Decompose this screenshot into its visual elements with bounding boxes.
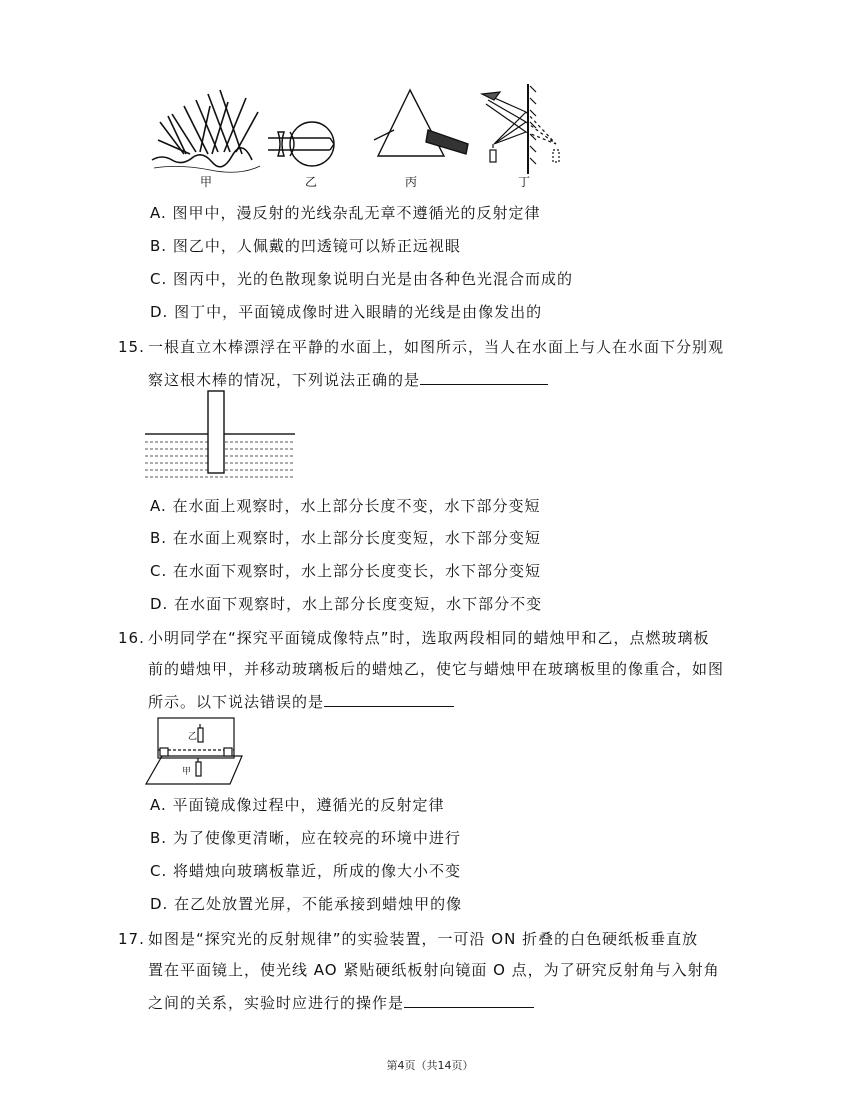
q14-option-a: A. 图甲中，漫反射的光线杂乱无章不遵循光的反射定律 bbox=[150, 204, 541, 222]
q15-option-b: B. 在水面上观察时，水上部分长度变短，水下部分变短 bbox=[150, 529, 541, 547]
q16-text-line3 bbox=[148, 690, 454, 712]
q16-option-d: D. 在乙处放置光屏，不能承接到蜡烛甲的像 bbox=[150, 895, 463, 913]
figure-14-label-ding: 丁 bbox=[518, 175, 531, 189]
q16-figure-label-jia: 甲 bbox=[182, 767, 192, 777]
q16-answer-blank[interactable] bbox=[324, 690, 454, 707]
q17-answer-blank[interactable] bbox=[404, 991, 534, 1008]
figure-14-label-bing: 丙 bbox=[405, 175, 418, 189]
q14-option-c: C. 图丙中，光的色散现象说明白光是由各种色光混合而成的 bbox=[150, 270, 574, 288]
q15-text-line1: 一根直立木棒漂浮在平静的水面上，如图所示，当人在水面上与人在水面下分别观 bbox=[148, 338, 725, 356]
diagram-bing bbox=[374, 90, 468, 156]
q15-option-a: A. 在水面上观察时，水上部分长度不变，水下部分变短 bbox=[150, 497, 541, 515]
q16-text-line2: 前的蜡烛甲，并移动玻璃板后的蜡烛乙，使它与蜡烛甲在玻璃板里的像重合，如图 bbox=[148, 660, 725, 678]
q15-stem: 察这根木棒的情况，下列说法正确的是 bbox=[148, 371, 421, 389]
q15-number: 15. bbox=[118, 338, 145, 356]
figure-14-diagrams bbox=[150, 82, 570, 192]
diagram-yi bbox=[268, 122, 334, 166]
q16-number: 16. bbox=[118, 629, 145, 647]
q15-option-d: D. 在水面下观察时，水上部分长度变短，水下部分不变 bbox=[150, 595, 543, 613]
q15-figure-stick-in-water bbox=[145, 390, 295, 482]
q15-option-c: C. 在水面下观察时，水上部分长度变长，水下部分变短 bbox=[150, 562, 542, 580]
q15-answer-blank[interactable] bbox=[420, 368, 548, 385]
q17-stem: 之间的关系，实验时应进行的操作是 bbox=[148, 994, 405, 1012]
page-footer: 第4页（共14页） bbox=[386, 1059, 474, 1072]
q16-text-line1: 小明同学在“探究平面镜成像特点”时，选取两段相同的蜡烛甲和乙，点燃玻璃板 bbox=[148, 629, 710, 647]
q14-option-b: B. 图乙中，人佩戴的凹透镜可以矫正远视眼 bbox=[150, 237, 461, 255]
q16-figure-label-yi: 乙 bbox=[188, 732, 198, 742]
q15-text-line2 bbox=[148, 368, 548, 390]
figure-14-label-jia: 甲 bbox=[200, 175, 213, 189]
q16-option-c: C. 将蜡烛向玻璃板靠近，所成的像大小不变 bbox=[150, 862, 462, 880]
figure-14-label-yi: 乙 bbox=[305, 175, 318, 189]
q17-text-line1: 如图是“探究光的反射规律”的实验装置，一可沿 ON 折叠的白色硬纸板垂直放 bbox=[148, 930, 699, 948]
q17-text-line3 bbox=[148, 991, 534, 1013]
q14-option-d: D. 图丁中，平面镜成像时进入眼睛的光线是由像发出的 bbox=[150, 303, 543, 321]
q17-number: 17. bbox=[118, 930, 145, 948]
diagram-ding bbox=[482, 84, 559, 174]
q16-option-a: A. 平面镜成像过程中，遵循光的反射定律 bbox=[150, 796, 445, 814]
q16-stem: 所示。以下说法错误的是 bbox=[148, 693, 325, 711]
q16-figure-plane-mirror-experiment bbox=[142, 712, 247, 788]
q17-text-line2: 置在平面镜上，使光线 AO 紧贴硬纸板射向镜面 O 点，为了研究反射角与入射角 bbox=[148, 961, 720, 979]
q16-option-b: B. 为了使像更清晰，应在较亮的环境中进行 bbox=[150, 829, 461, 847]
diagram-jia bbox=[152, 90, 260, 172]
